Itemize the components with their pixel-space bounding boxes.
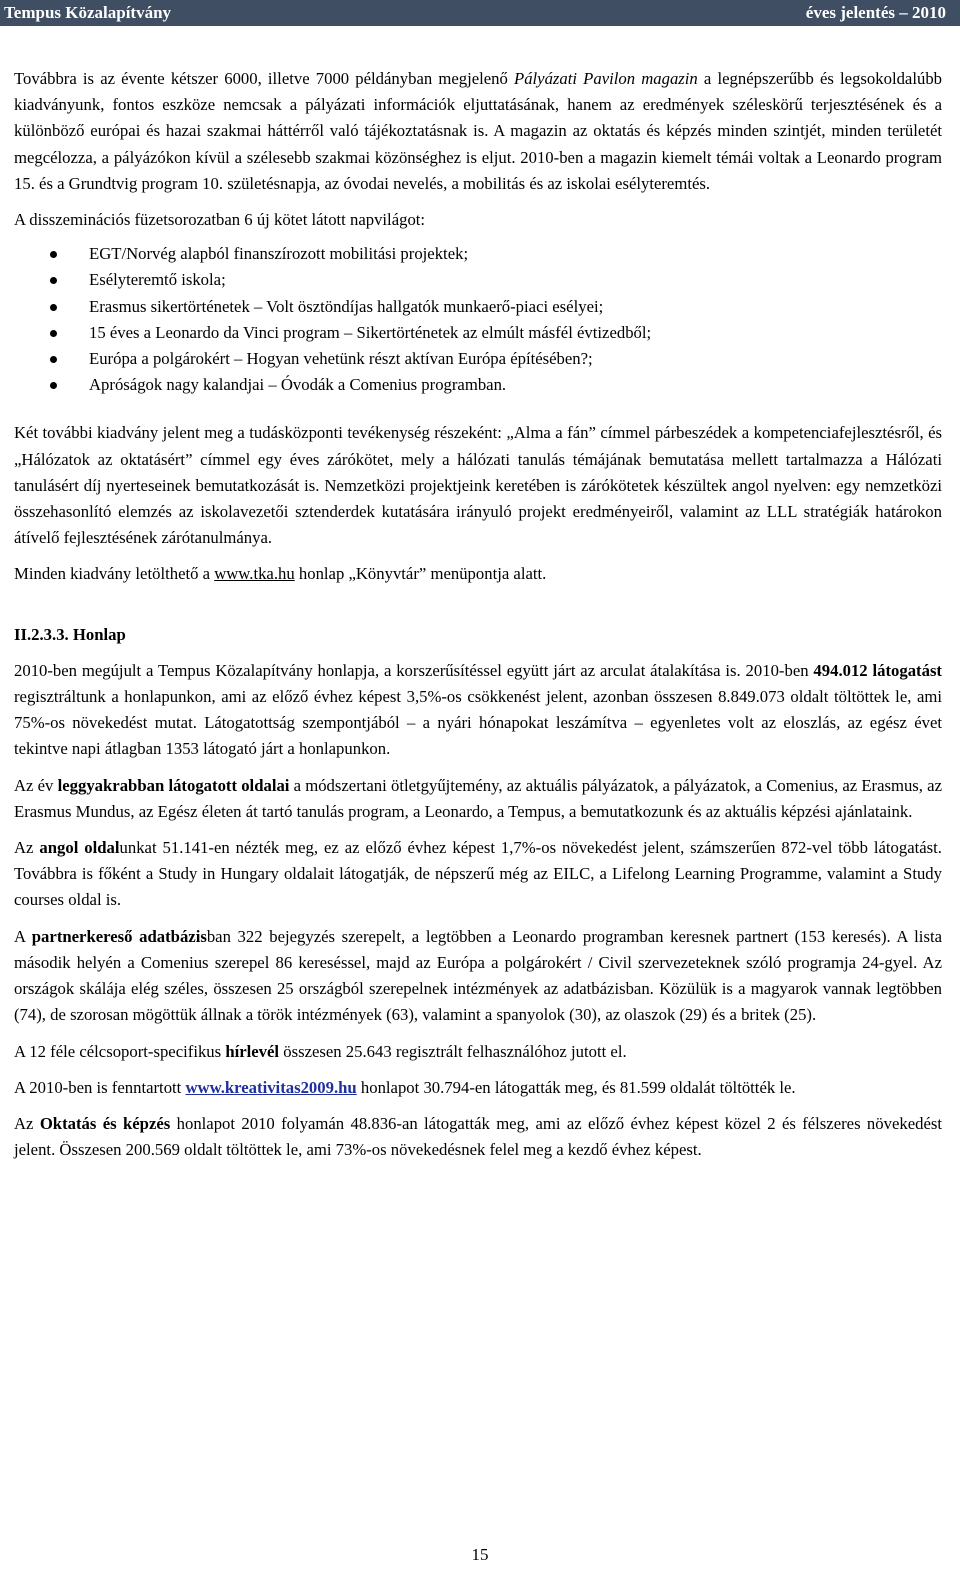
emphasis-text: hírlevél [225, 1041, 280, 1061]
paragraph-website [14, 658, 942, 763]
paragraph-english-site [14, 835, 942, 914]
text-run: Továbbra is az évente kétszer 6000, illetve 7000 példányban megjelenő [14, 69, 514, 88]
text-run: Minden kiadvány letölthető a [14, 564, 215, 584]
text-run: honlap „Könyvtár” menüpontja alatt. [294, 564, 547, 584]
section-heading: II.2.3.3. Honlap [14, 624, 126, 644]
list-item [14, 320, 942, 346]
list-item [14, 346, 942, 372]
paragraph-newsletter [14, 1039, 942, 1065]
list-item-text: EGT/Norvég alapból finanszírozott mobilitási projektek; [89, 244, 469, 264]
bullet-icon [50, 330, 57, 337]
kreativitas-link[interactable]: www.kreativitas2009.hu [185, 1077, 357, 1097]
header-report-title: éves jelentés – 2010 [805, 3, 946, 22]
paragraph-magazine [14, 66, 942, 197]
text-run: Az év [14, 775, 58, 795]
bullet-icon [50, 356, 57, 363]
text-run: a módszertani ötletgyűjtemény, az aktuális pályázatok, a pályázatok, a Comenius, az Erasmus, az Erasmus Mundus, az Egész életen át tartó tanulás program, a Leonardo, a Tempus, a bemutatkozunk és az aktuális képzési ajánlataink. [14, 775, 942, 821]
emphasis-text: partnerkereső adatbázis [31, 926, 207, 946]
header-organization-title: Tempus Közalapítvány [4, 3, 172, 22]
text-run: Az [14, 838, 40, 858]
paragraph-further-publications: Két további kiadvány jelent meg a tudásközponti tevékenység részeként: „Alma a fán” címmel párbeszédek a kompetenciafejlesztésről, és „Hálózatok az oktatásért” címmel egy éves zárókötet, mely a hálózati tanulás témájának bemutatása mellett tartalmazza a Hálózati tanulásért díj nyerteseinek bemutatkozását is. Nemzetközi projektjeink keretében is zárókötetek készültek angol nyelven: egy nemzetközi összehasonlító elemzés az iskolavezetői sztenderdek kutatására irányuló projekt eredményeiről, valamint az LLL stratégiák határokon átívelő fejlesztésének zárótanulmánya. [14, 423, 942, 548]
text-run: unkat 51.141-en nézték meg, ez az előző évhez képest 1,7%-os növekedést jelent, számszerűen 872-vel több látogatást. Továbbra is főként a Study in Hungary oldalait látogatják, de népszerű még az EILC, a Lifelong Learning Programme, valamint a Study courses oldal is. [14, 838, 942, 910]
paragraph-partner-search [14, 924, 942, 1029]
document-body [14, 66, 942, 1173]
list-item-text: 15 éves a Leonardo da Vinci program – Sikertörténetek az elmúlt másfél évtizedből; [89, 322, 652, 342]
booklet-list [14, 241, 942, 398]
paragraph-download-info [14, 561, 942, 587]
text-run: Az [14, 1113, 40, 1133]
emphasis-text: 494.012 látogatást [813, 660, 942, 680]
paragraph-kreativitas [14, 1075, 942, 1101]
list-item-text: Erasmus sikertörténetek – Volt ösztöndíjas hallgatók munkaerő-piaci esélyei; [89, 296, 604, 316]
text-run: ban 322 bejegyzés szerepelt, a legtöbben a Leonardo programban keresnek partnert (153 keresés). A lista második helyén a Comenius szerepel 86 kereséssel, majd az Európa a polgárokért / Civil szervezeteknek szóló programja 24-gyel. Az országok skálája elég széles, összesen 25 országból szerepelnek intézmények az adatbázisban. Közülük is a magyarok vannak legtöbben (74), de szorosan mögöttük állnak a török intézmények (63), valamint a spanyolok (30), az olaszok (29) és a britek (25). [14, 926, 942, 1025]
list-item-text: Esélyteremtő iskola; [89, 270, 226, 290]
paragraph-oktatas-kepzes [14, 1111, 942, 1163]
text-run: A 12 féle célcsoport-specifikus [14, 1041, 226, 1061]
list-item [14, 294, 942, 320]
page-number: 15 [471, 1545, 489, 1564]
emphasis-text: Oktatás és képzés [39, 1113, 171, 1133]
text-run: A [14, 926, 32, 946]
list-item [14, 241, 942, 267]
text-run: a legnépszerűbb és legsokoldalúbb kiadványunk, fontos eszköze nemcsak a pályázati információk eljuttatásának, hanem az eredmények széleskörű terjesztésének és a különböző európai és hazai szakmai háttérről való tájékoztatásnak is. A magazin az oktatás és képzés minden szintjét, minden területét megcélozza, a pályázókon kívül a szélesebb szakmai közönséghez is eljut. 2010-ben a magazin kiemelt témái voltak a Leonardo program 15. és a Grundtvig program 10. születésnapja, az óvodai nevelés, a mobilitás és az iskolai esélyteremtés. [14, 69, 943, 193]
list-item-text: Apróságok nagy kalandjai – Óvodák a Comenius programban. [89, 375, 507, 395]
tka-link[interactable]: www.tka.hu [214, 564, 295, 584]
text-run: honlapot 30.794-en látogatták meg, és 81.599 oldalát töltötték le. [356, 1077, 796, 1097]
bullet-icon [50, 251, 57, 258]
text-run: összesen 25.643 regisztrált felhasználóhoz jutott el. [279, 1041, 627, 1061]
list-item [14, 372, 942, 398]
magazine-title: Pályázati Pavilon magazin [514, 69, 698, 88]
list-item [14, 267, 942, 293]
paragraph-booklets-intro: A disszeminációs füzetsorozatban 6 új kötet látott napvilágot: [14, 210, 426, 230]
text-run: regisztráltunk a honlapunkon, ami az előző évhez képest 3,5%-os csökkenést jelent, azonban összesen 8.849.073 oldalt töltöttek le, ami 75%-os növekedést mutat. Látogatottság szempontjából – a nyári hónapokat leszámítva – egyenletes volt az eloszlás, az egész évet tekintve napi átlagban 1353 látogató járt a honlapunkon. [14, 687, 942, 759]
text-run: A 2010-ben is fenntartott [14, 1077, 186, 1097]
paragraph-most-visited [14, 773, 942, 825]
text-run: honlapot 2010 folyamán 48.836-an látogatták meg, ami az előző évhez képest közel 2 és félszeres növekedést jelent. Összesen 200.569 oldalt töltöttek le, ami 73%-os növekedésnek felel meg a kezdő évhez képest. [14, 1113, 942, 1160]
emphasis-text: leggyakrabban látogatott oldalai [57, 775, 290, 795]
text-run: 2010-ben megújult a Tempus Közalapítvány honlapja, a korszerűsítéssel együtt járt az arculat átalakítása is. 2010-ben [14, 660, 814, 680]
bullet-icon [50, 277, 57, 284]
emphasis-text: angol oldal [39, 838, 120, 858]
list-item-text: Európa a polgárokért – Hogyan vehetünk részt aktívan Európa építésében?; [89, 349, 593, 369]
page-header [0, 0, 960, 26]
bullet-icon [50, 382, 57, 389]
bullet-icon [50, 304, 57, 311]
